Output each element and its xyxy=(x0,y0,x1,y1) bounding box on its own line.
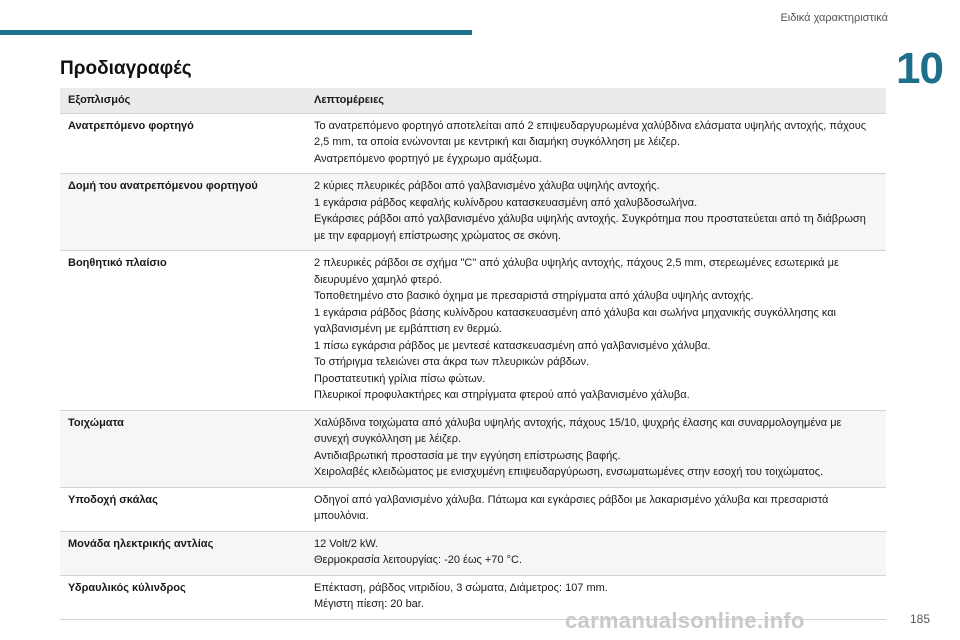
detail-line: Χειρολαβές κλειδώματος με ενισχυμένη επιψευδαργύρωση, ενσωματωμένες στην εσοχή του τοιχώματος. xyxy=(314,466,824,478)
table-header-row xyxy=(60,88,886,113)
row-label: Υποδοχή σκάλας xyxy=(60,487,306,531)
watermark: carmanualsonline.info xyxy=(565,608,805,633)
detail-line: 2 πλευρικές ράβδοι σε σχήμα "C" από χάλυβα υψηλής αντοχής, πάχους 2,5 mm, στερεωμένες εσωτερικά με διευρυμένο χαμηλό φτερό. xyxy=(314,257,839,286)
detail-line: Θερμοκρασία λειτουργίας: -20 έως +70 °C. xyxy=(314,554,523,566)
detail-line: Χαλύβδινα τοιχώματα από χάλυβα υψηλής αντοχής, πάχους 15/10, ψυχρής έλασης και συναρμολογημένα με συνεχή συγκόλληση με λέιζερ. xyxy=(314,416,842,445)
detail-line: 1 εγκάρσια ράβδος κεφαλής κυλίνδρου κατασκευασμένη από χαλυβδοσωλήνα. xyxy=(314,196,698,209)
detail-line: Ανατρεπόμενο φορτηγό με έγχρωμο αμάξωμα. xyxy=(314,152,542,165)
column-header-details: Λεπτομέρειες xyxy=(306,88,886,113)
specifications-table xyxy=(60,88,886,620)
row-details xyxy=(306,410,886,487)
table-row xyxy=(60,174,886,251)
page-number: 185 xyxy=(909,612,930,626)
detail-line: Επέκταση, ράβδος νιτριδίου, 3 σώματα, Διάμετρος: 107 mm. xyxy=(314,581,608,594)
detail-line: Οδηγοί από γαλβανισμένο χάλυβα. Πάτωμα και εγκάρσιες ράβδοι με λακαρισμένο χάλυβα και πρεσαριστά μπουλόνια. xyxy=(314,493,829,522)
table-row xyxy=(60,531,886,575)
detail-line: 12 Volt/2 kW. xyxy=(314,537,379,550)
row-label: Τοιχώματα xyxy=(60,410,306,487)
row-details xyxy=(306,251,886,411)
detail-line: Πλευρικοί προφυλακτήρες και στηρίγματα φτερού από γαλβανισμένο χάλυβα. xyxy=(314,389,690,401)
detail-line: 1 πίσω εγκάρσια ράβδος με μεντεσέ κατασκευασμένη από γαλβανισμένο χάλυβα. xyxy=(314,339,711,352)
row-details xyxy=(306,487,886,531)
row-label: Βοηθητικό πλαίσιο xyxy=(60,251,306,411)
row-details xyxy=(306,531,886,575)
table-row xyxy=(60,410,886,487)
detail-line: Εγκάρσιες ράβδοι από γαλβανισμένο χάλυβα υψηλής αντοχής. Συγκρότημα που προστατεύεται από τη διάβρωση με την εφαρμογή επίστρωσης χρώματος σε σκόνη. xyxy=(314,213,866,242)
detail-line: Τοποθετημένο στο βασικό όχημα με πρεσαριστά στηρίγματα από χάλυβα υψηλής αντοχής. xyxy=(314,290,754,302)
table-body xyxy=(60,113,886,619)
chapter-number: 10 xyxy=(896,44,943,93)
section-label: Ειδικά χαρακτηριστικά xyxy=(780,12,888,24)
detail-line: Το στήριγμα τελειώνει στα άκρα των πλευρικών ράβδων. xyxy=(314,356,590,368)
detail-line: 2 κύριες πλευρικές ράβδοι από γαλβανισμένο χάλυβα υψηλής αντοχής. xyxy=(314,180,660,192)
detail-line: Προστατευτική γρίλια πίσω φώτων. xyxy=(314,372,486,385)
detail-line: 1 εγκάρσια ράβδος βάσης κυλίνδρου κατασκευασμένη από χάλυβα και σωλήνα μηχανικής συγκόλλησης και γαλβανισμένη με εμβάπτιση εν θερμώ. xyxy=(314,306,837,335)
table-row xyxy=(60,487,886,531)
column-header-equipment: Εξοπλισμός xyxy=(60,88,306,113)
row-label: Μονάδα ηλεκτρικής αντλίας xyxy=(60,531,306,575)
row-label: Δομή του ανατρεπόμενου φορτηγού xyxy=(60,174,306,251)
row-details xyxy=(306,174,886,251)
page-title: Προδιαγραφές xyxy=(60,58,192,79)
detail-line: Το ανατρεπόμενο φορτηγό αποτελείται από 2 επιψευδαργυρωμένα χαλύβδινα ελάσματα υψηλής αντοχής, πάχους 2,5 mm, τα οποία ενώνονται με κεντρική και διαμήκη συγκόλληση με λέιζερ. xyxy=(314,119,867,148)
table-row xyxy=(60,113,886,174)
header-accent-bar xyxy=(0,30,472,35)
row-label: Υδραυλικός κύλινδρος xyxy=(60,575,306,619)
table-header xyxy=(60,88,886,113)
detail-line: Μέγιστη πίεση: 20 bar. xyxy=(314,598,424,610)
row-label: Ανατρεπόμενο φορτηγό xyxy=(60,113,306,174)
row-details xyxy=(306,113,886,174)
table-row xyxy=(60,251,886,411)
detail-line: Αντιδιαβρωτική προστασία με την εγγύηση επίστρωσης βαφής. xyxy=(314,449,621,462)
